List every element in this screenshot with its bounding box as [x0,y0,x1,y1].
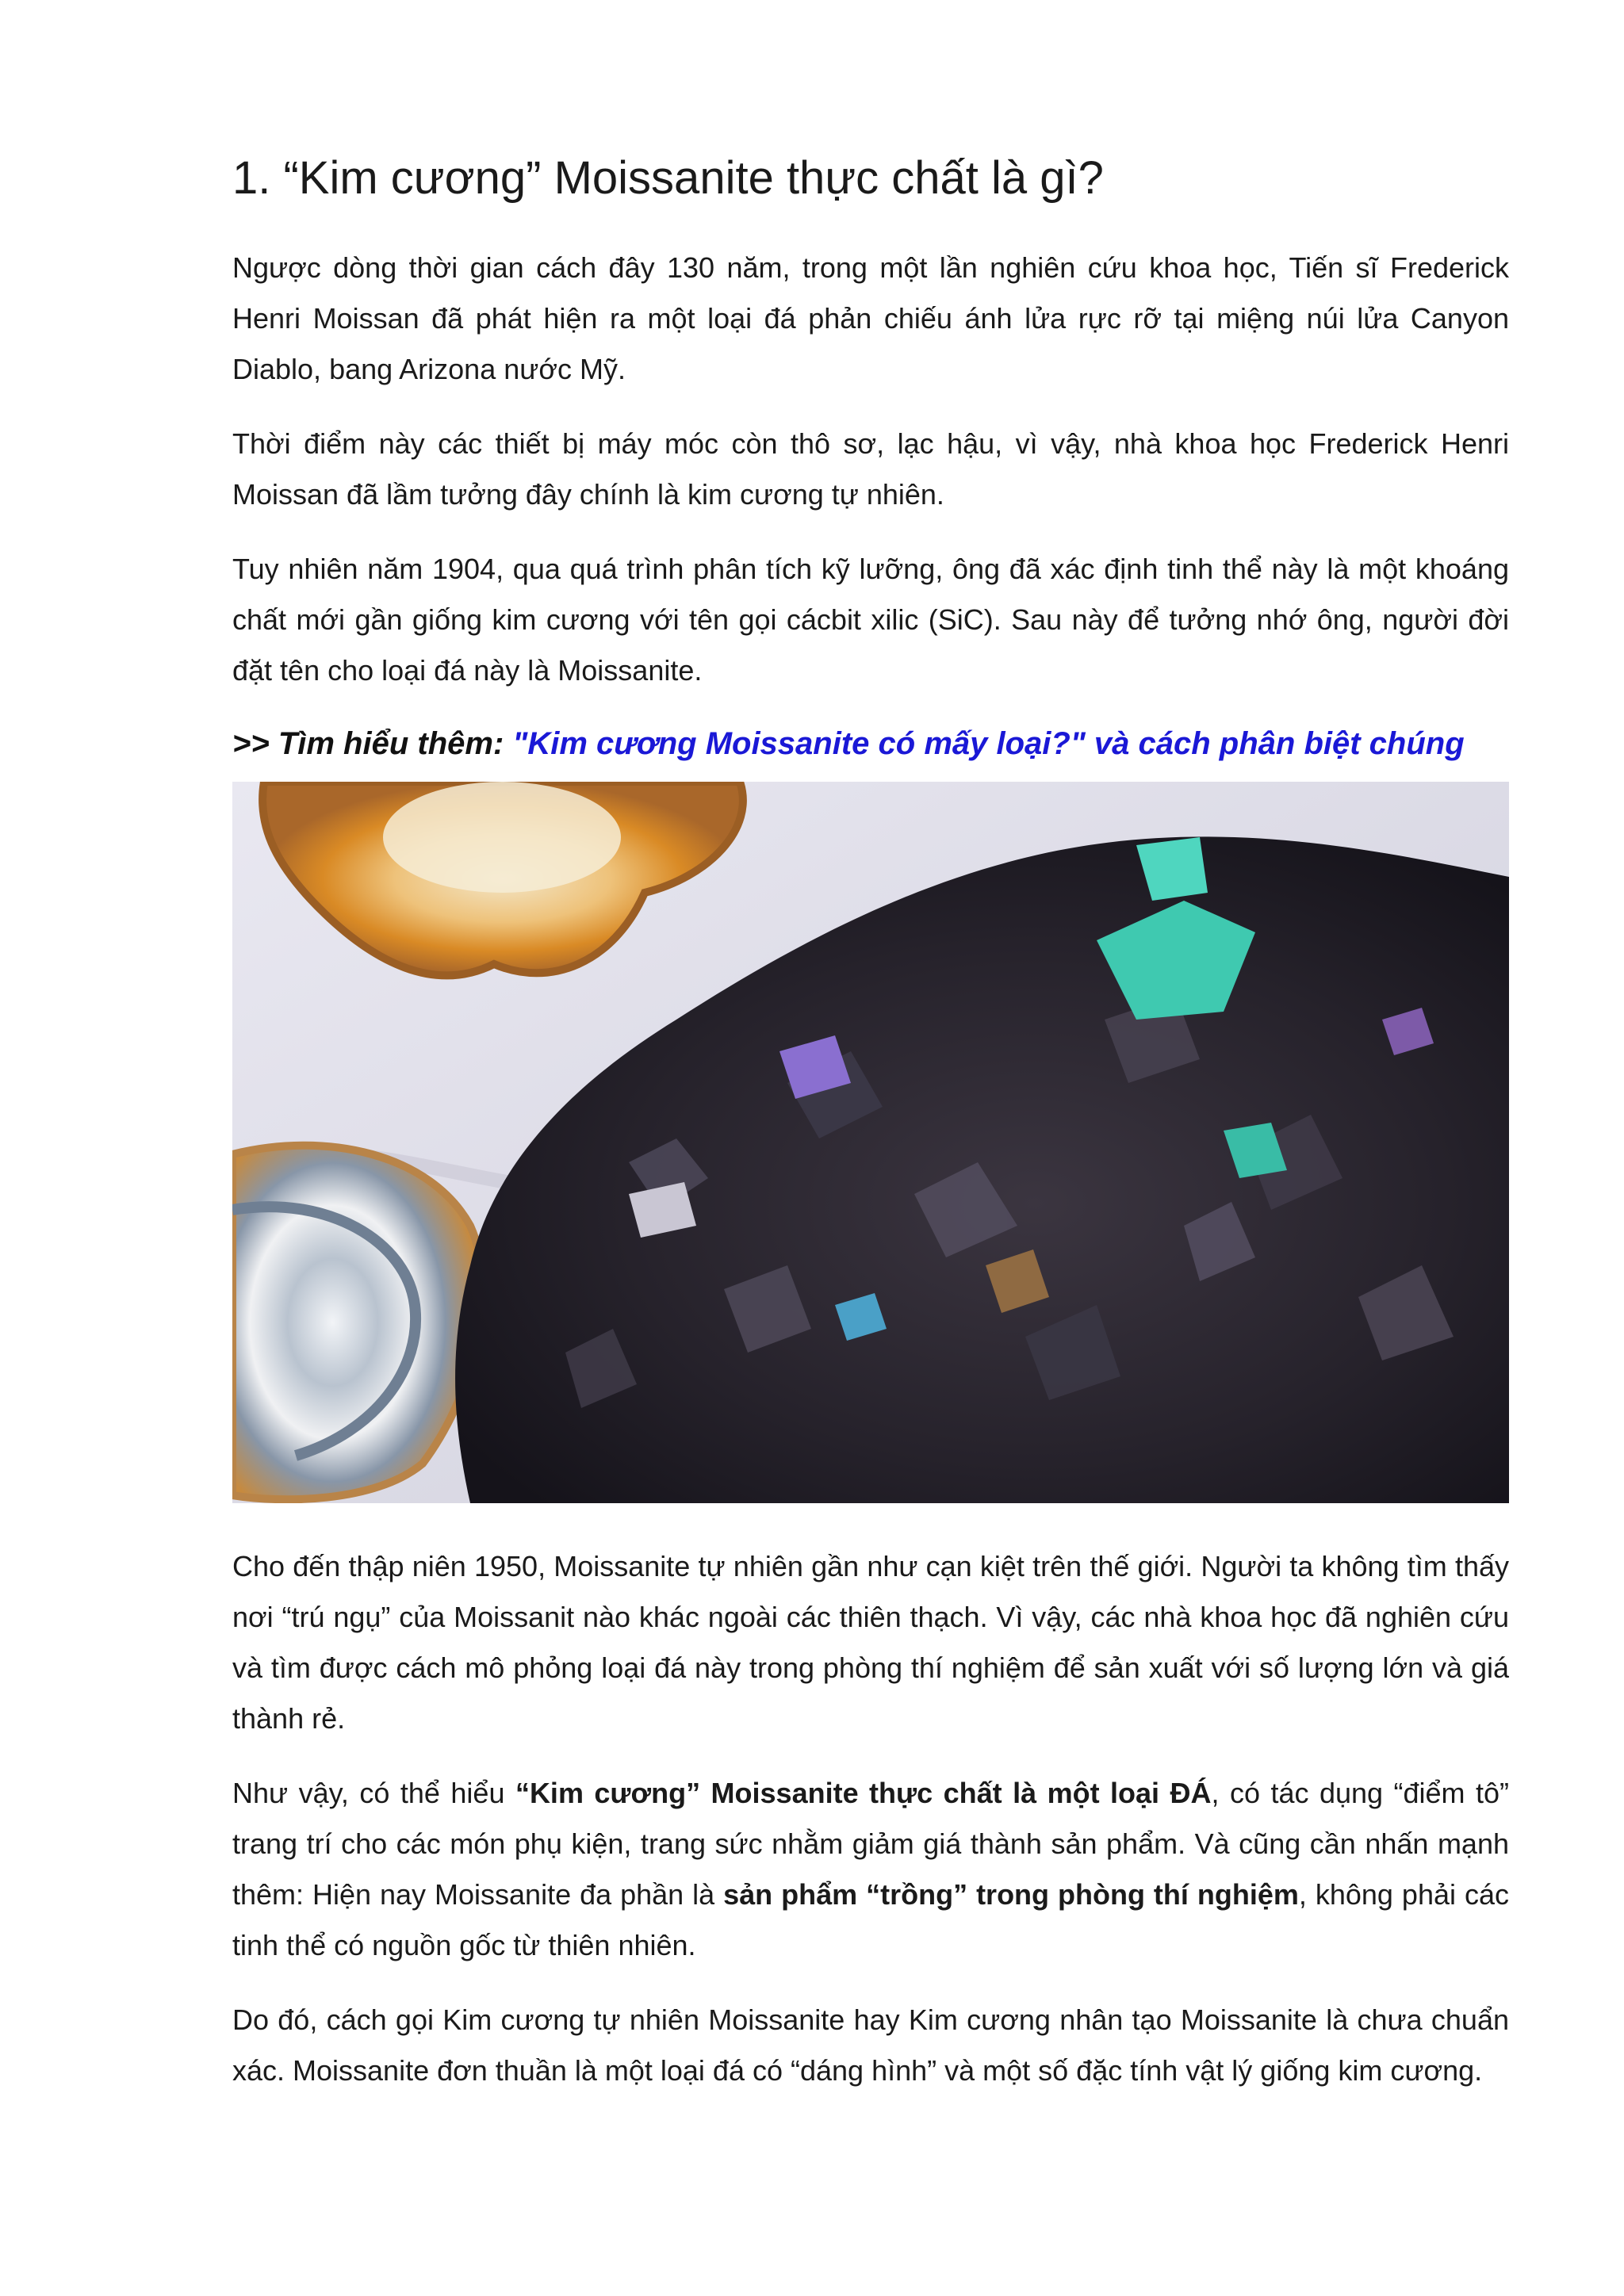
paragraph-mistake: Thời điểm này các thiết bị máy móc còn thô sơ, lạc hậu, vì vậy, nhà khoa học Frederick Henri Moissan đã lầm tưởng đây chính là kim cương tự nhiên. [232,427,1509,511]
definition-text-b: , có tác dụng “điểm tô” trang trí cho các món phụ kiện, trang sức nhằm giảm giá thành sản phẩm. Và cũng cần nhấn mạnh thêm: Hiện nay Moissanite đa phần là [232,1777,1510,1911]
paragraph-definition [232,1768,1509,1971]
paragraph-conclusion: Do đó, cách gọi Kim cương tự nhiên Moissanite hay Kim cương nhân tạo Moissanite là chưa chuẩn xác. Moissanite đơn thuần là một loại đá có “dáng hình” và một số đặc tính vật lý giống kim cương. [232,2003,1509,2087]
article-content [232,151,1509,2096]
definition-bold-stone: “Kim cương” Moissanite thực chất là một loại ĐÁ [515,1777,1212,1809]
paragraph-discovery: Ngược dòng thời gian cách đây 130 năm, trong một lần nghiên cứu khoa học, Tiến sĩ Frederick Henri Moissan đã phát hiện ra một loại đá phản chiếu ánh lửa rực rỡ tại miệng núi lửa Canyon Diablo, bang Arizona nước Mỹ. [232,251,1509,385]
paragraph-identification: Tuy nhiên năm 1904, qua quá trình phân tích kỹ lưỡng, ông đã xác định tinh thể này là một khoáng chất mới gần giống kim cương với tên gọi cácbit xilic (SiC). Sau này để tưởng nhớ ông, người đời đặt tên cho loại đá này là Moissanite. [232,553,1509,687]
definition-bold-lab: sản phẩm “trồng” trong phòng thí nghiệm [723,1878,1299,1911]
orange-agate-core [383,782,621,893]
learn-more-prefix: >> Tìm hiểu thêm: [232,726,513,761]
learn-more-line [232,720,1509,767]
learn-more-link[interactable]: "Kim cương Moissanite có mấy loại?" và cách phân biệt chúng [512,726,1465,761]
paragraph-depletion: Cho đến thập niên 1950, Moissanite tự nhiên gần như cạn kiệt trên thế giới. Người ta không tìm thấy nơi “trú ngụ” của Moissanit nào khác ngoài các thiên thạch. Vì vậy, các nhà khoa học đã nghiên cứu và tìm được cách mô phỏng loại đá này trong phòng thí nghiệm để sản xuất với số lượng lớn và giá thành rẻ. [232,1550,1509,1735]
definition-text-c: , không phải các tinh thể có nguồn gốc từ thiên nhiên. [232,1878,1509,1961]
moissanite-rock-photo [232,782,1509,1503]
section-heading: 1. “Kim cương” Moissanite thực chất là gì? [232,152,1104,204]
definition-text-a: Như vậy, có thể hiểu [232,1777,515,1809]
